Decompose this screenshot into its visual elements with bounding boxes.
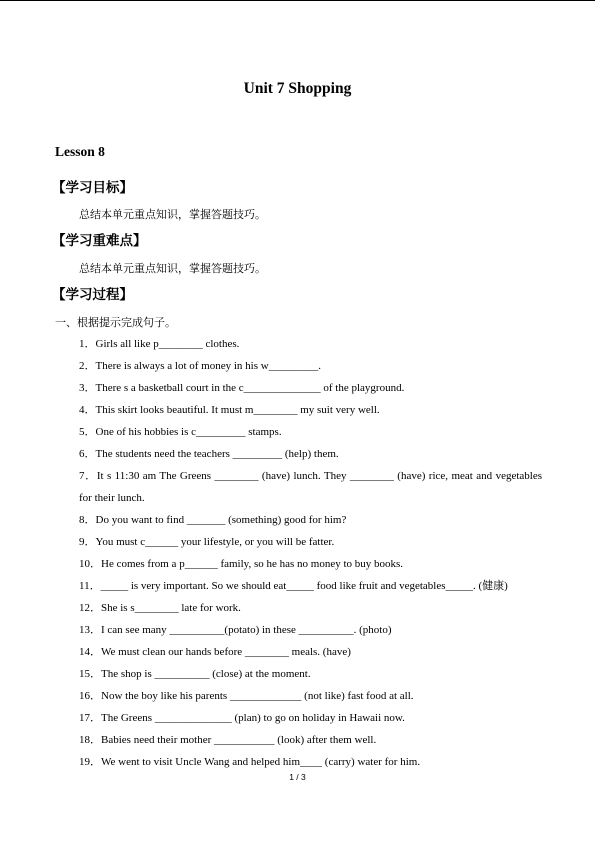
question-item: 6．The students need the teachers _________ (help) them. [79,448,339,460]
question-item: 18．Babies need their mother ___________ (look) after them well. [79,734,377,746]
question-item: 5．One of his hobbies is c_________ stamps. [79,426,282,438]
question-item: 10．He comes from a p______ family, so he has no money to buy books. [79,558,404,570]
question-item: 12．She is s________ late for work. [79,602,241,614]
part-one-title: 一、根据提示完成句子。 [55,316,176,329]
question-list [79,333,542,773]
section-body-objectives: 总结本单元重点知识，掌握答题技巧。 [79,208,266,221]
question-item: 1．Girls all like p________ clothes. [79,338,240,350]
question-item: 15．The shop is __________ (close) at the moment. [79,668,311,680]
section-heading-key-points: 【学习重难点】 [52,233,147,249]
question-item: 17．The Greens ______________ (plan) to go on holiday in Hawaii now. [79,712,405,724]
question-item: 14．We must clean our hands before ________ meals. (have) [79,646,351,658]
section-heading-objectives: 【学习目标】 [52,180,133,196]
question-item: 3．There s a basketball court in the c______________ of the playground. [79,382,405,394]
section-body-key-points: 总结本单元重点知识，掌握答题技巧。 [79,262,266,275]
question-item: 8．Do you want to find _______ (something) good for him? [79,514,347,526]
lesson-heading: Lesson 8 [55,144,105,159]
document-title: Unit 7 Shopping [243,80,352,97]
question-item: 11．_____ is very important. So we should eat_____ food like fruit and vegetables_____. (健康) [79,580,508,592]
top-rule [0,0,595,1]
question-item: 13．I can see many __________(potato) in these __________. (photo) [79,624,392,636]
page-number: 1 / 3 [289,772,306,782]
question-item: 2．There is always a lot of money in his w_________. [79,360,321,372]
question-item: 7．It s 11:30 am The Greens ________ (have) lunch. They ________ (have) rice, meat and vegetables for their lunch. [79,470,542,504]
question-item: 9．You must c______ your lifestyle, or you will be fatter. [79,536,335,548]
question-item: 16．Now the boy like his parents _____________ (not like) fast food at all. [79,690,414,702]
question-item: 4．This skirt looks beautiful. It must m________ my suit very well. [79,404,380,416]
section-heading-process: 【学习过程】 [52,287,133,303]
question-item: 19．We went to visit Uncle Wang and helped him____ (carry) water for him. [79,756,421,768]
